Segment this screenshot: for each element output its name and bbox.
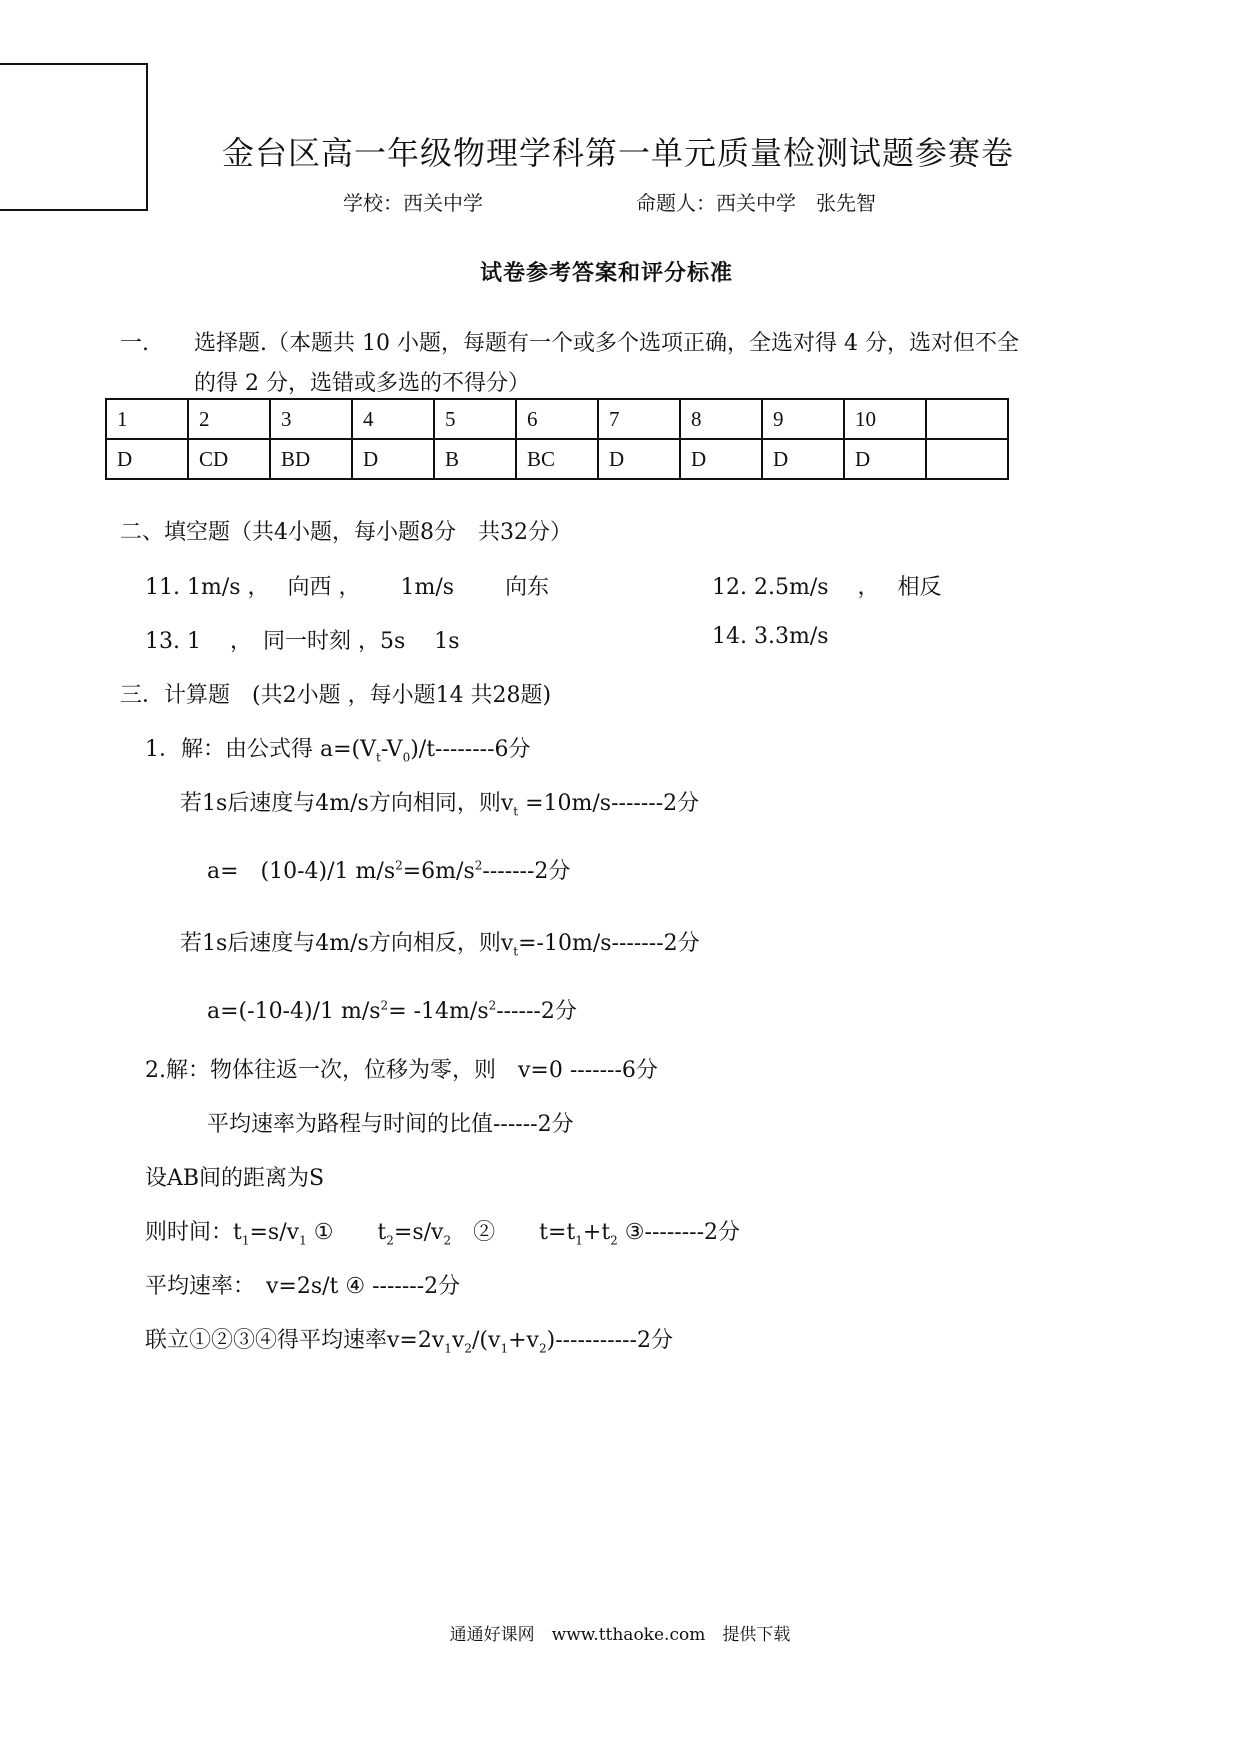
answer-key-title: 试卷参考答案和评分标准 bbox=[480, 260, 734, 286]
solution2-times: 则时间：$t_1=s/v_1$ ① $t_2=s/v_2$ ② $t=t_1+t_2$ ③--------2分 bbox=[145, 1220, 740, 1248]
answer-cell: BD bbox=[270, 439, 352, 479]
answer-cell bbox=[926, 439, 1008, 479]
question-number-cell: 5 bbox=[434, 399, 516, 439]
answer-cell: D bbox=[352, 439, 434, 479]
seal-box bbox=[0, 63, 148, 211]
question-number-cell: 9 bbox=[762, 399, 844, 439]
solution2-displacement: 2.解：物体往返一次，位移为零，则 v=0 -------6分 bbox=[145, 1058, 658, 1083]
solution2-definition: 平均速率为路程与时间的比值------2分 bbox=[207, 1112, 574, 1137]
solution2-average-speed: 平均速率： v=2s/t ④ -------2分 bbox=[145, 1274, 461, 1299]
answer-cell: D bbox=[680, 439, 762, 479]
solution1-formula: 1．解：由公式得 $a=(V_t-V_0)/t--------6$分 bbox=[145, 737, 531, 765]
answer-cell: BC bbox=[516, 439, 598, 479]
question-number-cell: 4 bbox=[352, 399, 434, 439]
answer-q14: 14. 3.3m/s bbox=[712, 624, 829, 649]
school-label: 学校：西关中学 bbox=[343, 191, 483, 215]
answer-q13: 13. 1 ， 同一时刻 ，5s 1s bbox=[145, 629, 460, 654]
question-number-cell: 6 bbox=[516, 399, 598, 439]
section1-number: 一. bbox=[120, 331, 149, 356]
footer-source: 通通好课网 www.tthaoke.com 提供下载 bbox=[449, 1625, 791, 1645]
answer-cell: CD bbox=[188, 439, 270, 479]
section2-heading: 二、填空题（共4小题，每小题8分 共32分） bbox=[120, 520, 572, 545]
author-label: 命题人：西关中学 张先智 bbox=[636, 191, 876, 215]
page-title: 金台区高一年级物理学科第一单元质量检测试题参赛卷 bbox=[222, 134, 1015, 172]
section1-instructions-line1: 选择题.（本题共 10 小题，每题有一个或多个选项正确，全选对得 4 分，选对但不全 bbox=[194, 331, 1019, 356]
solution2-result: 联立①②③④得平均速率$v=2v_1v_2/(v_1+v_2)-----------2$分 bbox=[145, 1328, 673, 1356]
question-number-cell: 3 bbox=[270, 399, 352, 439]
answer-table bbox=[105, 398, 1009, 480]
answer-row bbox=[106, 439, 1008, 479]
solution1-accel-opposite: a=(-10-4)/1 $m/s^2= -14m/s^2------2$分 bbox=[207, 998, 577, 1024]
solution2-distance: 设AB间的距离为S bbox=[145, 1166, 325, 1191]
answer-q12: 12. 2.5m/s ， 相反 bbox=[712, 575, 942, 600]
answer-cell: D bbox=[106, 439, 188, 479]
question-number-cell bbox=[926, 399, 1008, 439]
answer-q11: 11. 1m/s ， 向西 ， 1m/s 向东 bbox=[145, 575, 550, 600]
question-number-cell: 7 bbox=[598, 399, 680, 439]
answer-cell: D bbox=[762, 439, 844, 479]
solution1-case-opposite: 若1s后速度与4m/s方向相反，则$v_t=-10m/s-------2$分 bbox=[180, 931, 700, 959]
answer-cell: B bbox=[434, 439, 516, 479]
section1-instructions-line2: 的得 2 分，选错或多选的不得分） bbox=[194, 371, 530, 396]
answer-cell: D bbox=[598, 439, 680, 479]
question-number-row bbox=[106, 399, 1008, 439]
question-number-cell: 8 bbox=[680, 399, 762, 439]
question-number-cell: 10 bbox=[844, 399, 926, 439]
section3-heading: 三．计算题 (共2小题 ，每小题14 共28题) bbox=[120, 683, 552, 708]
answer-cell: D bbox=[844, 439, 926, 479]
solution1-case-same: 若1s后速度与4m/s方向相同，则$v_t =10m/s-------2$分 bbox=[180, 791, 700, 819]
solution1-accel-same: a= (10-4)/1 $m/s^2=6m/s^2-------2$分 bbox=[207, 858, 571, 884]
question-number-cell: 2 bbox=[188, 399, 270, 439]
question-number-cell: 1 bbox=[106, 399, 188, 439]
